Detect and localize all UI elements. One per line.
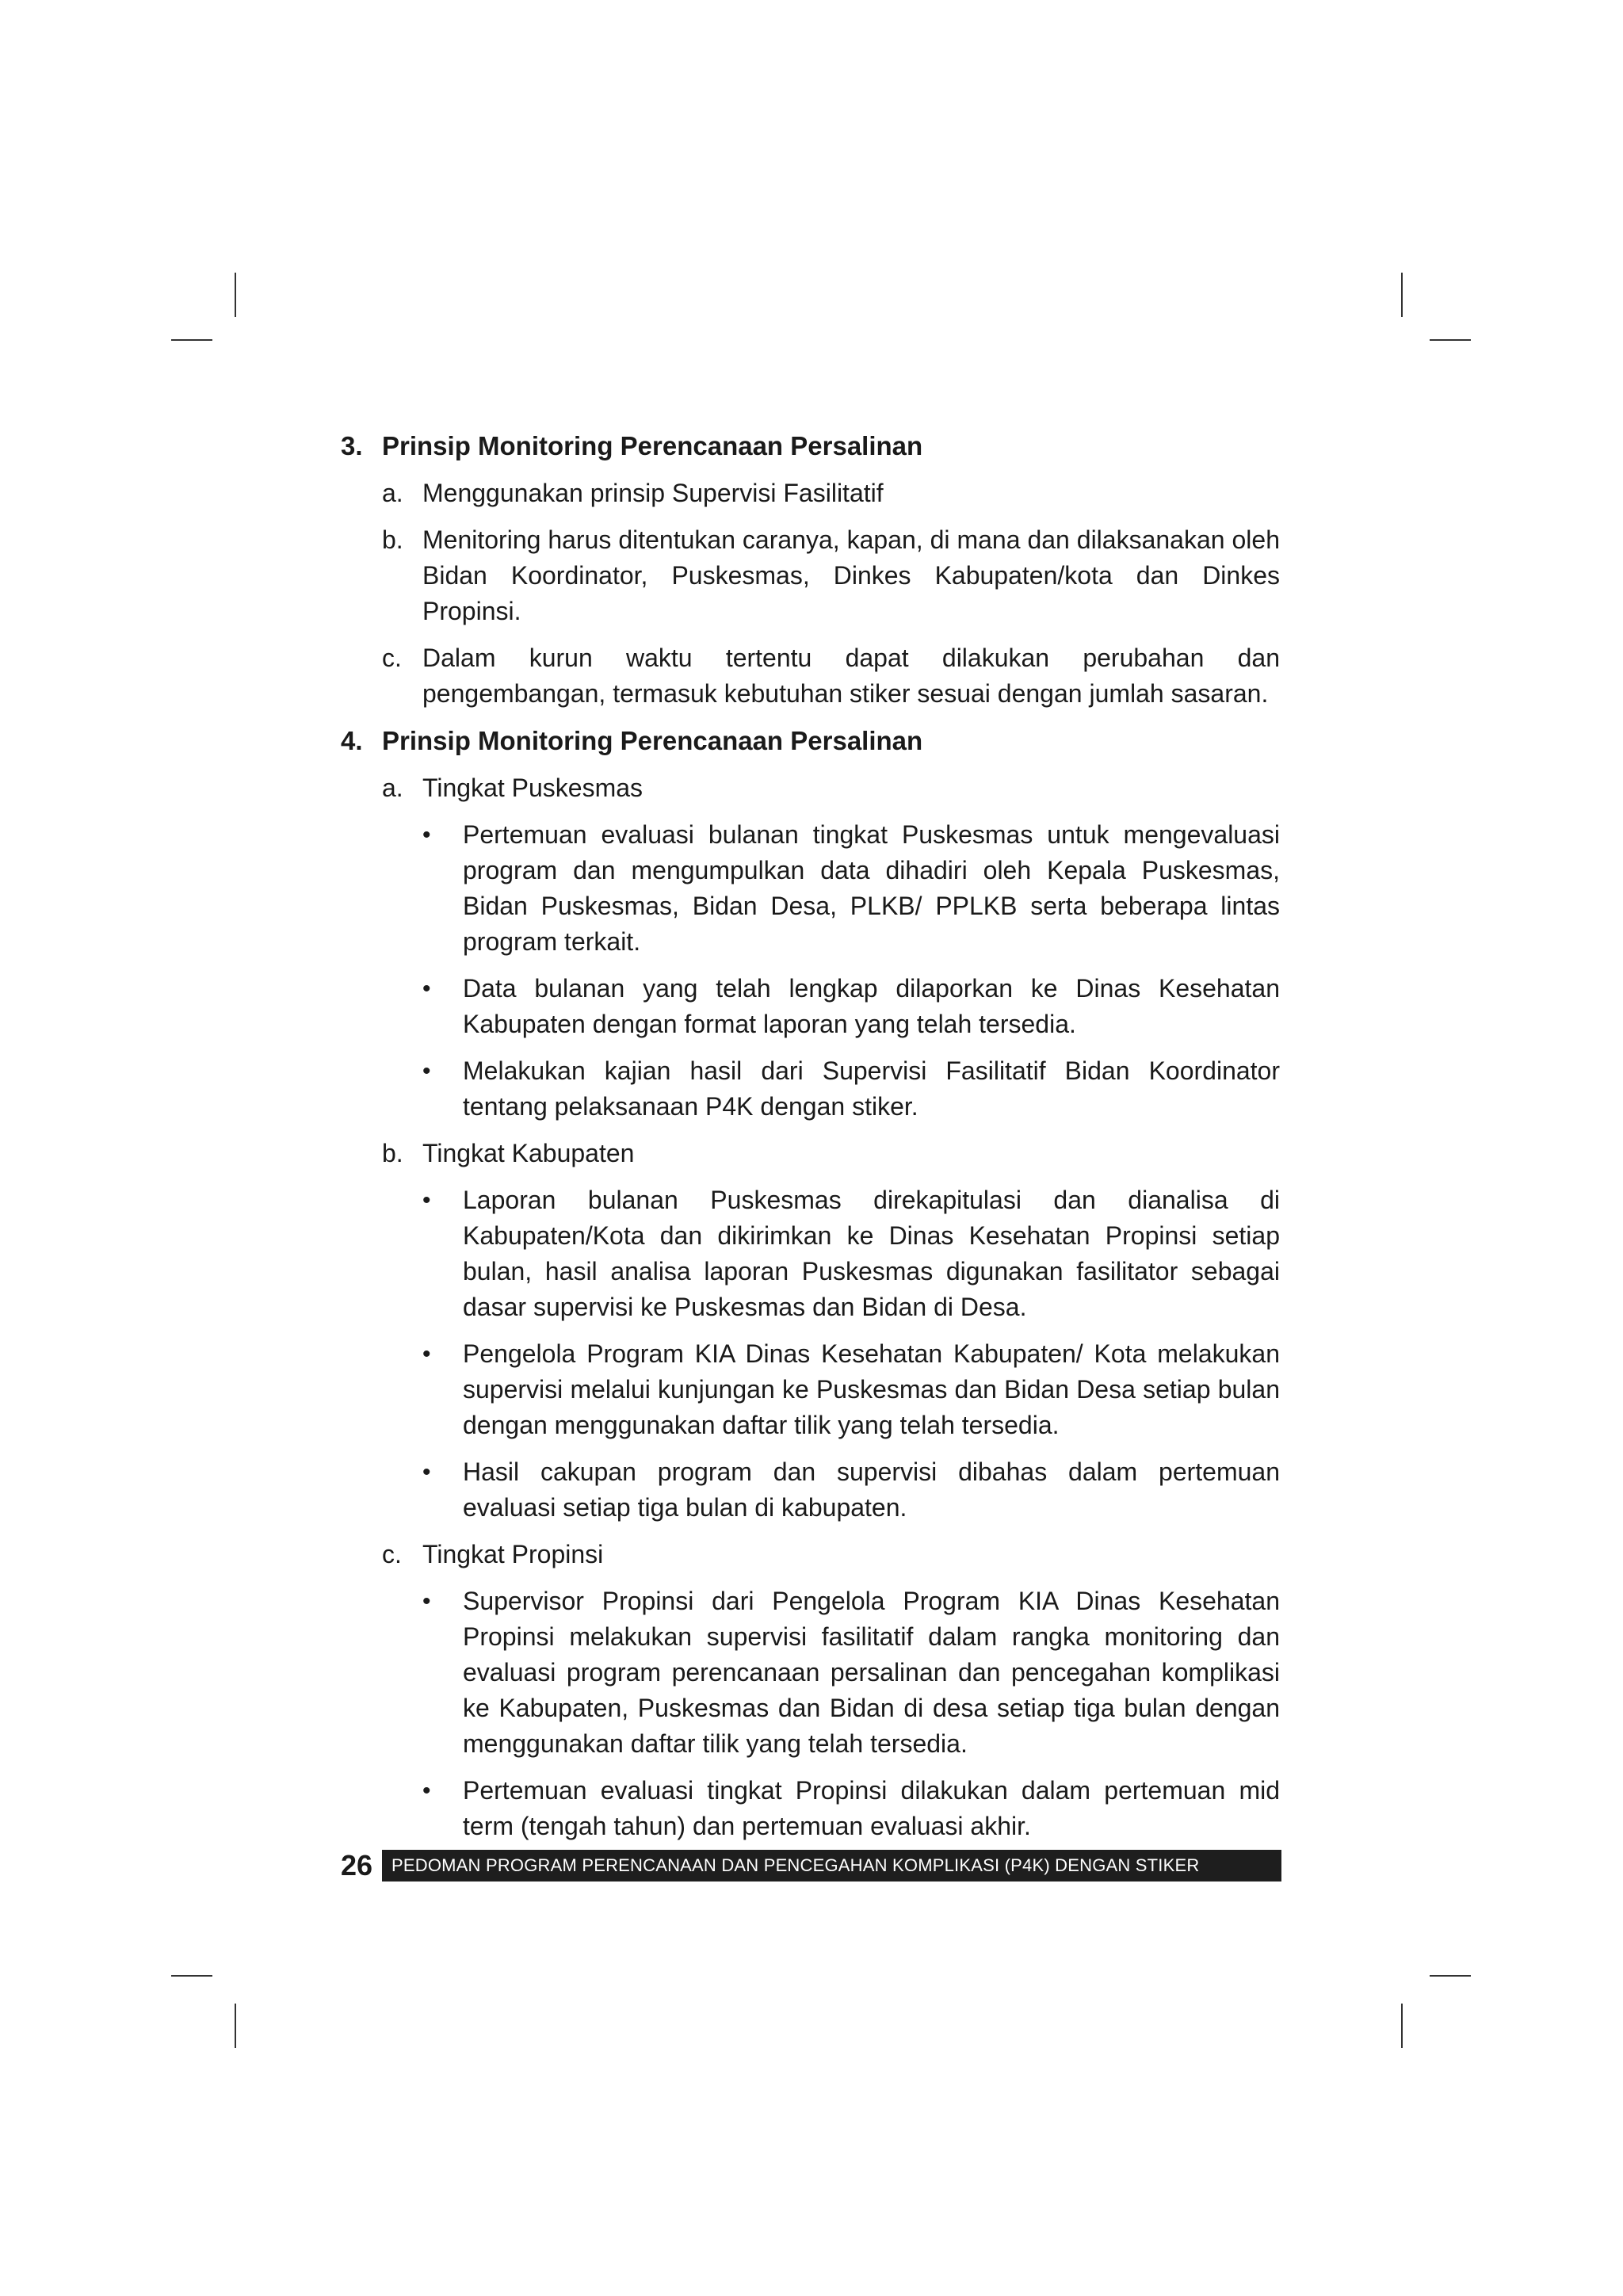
- bullet-item: [420, 1182, 1280, 1325]
- bullet-text: Hasil cakupan program dan supervisi dibahas dalam pertemuan evaluasi setiap tiga bulan di kabupaten.: [463, 1457, 1280, 1522]
- item-text: Dalam kurun waktu tertentu dapat dilakukan perubahan dan pengembangan, termasuk kebutuhan stiker sesuai dengan jumlah sasaran.: [422, 644, 1280, 708]
- crop-mark: [235, 2004, 236, 2048]
- crop-mark: [171, 339, 212, 341]
- crop-mark: [1401, 2004, 1403, 2048]
- crop-mark: [1401, 273, 1403, 317]
- section-title: Prinsip Monitoring Perencanaan Persalinan: [382, 431, 923, 460]
- item-letter: b.: [382, 1139, 403, 1167]
- bullet-icon: •: [422, 1341, 431, 1367]
- bullet-icon: •: [422, 1588, 431, 1614]
- list-item: [341, 476, 1280, 511]
- item-letter: a.: [382, 479, 403, 507]
- list-item: [341, 1537, 1280, 1572]
- item-letter: a.: [382, 774, 403, 802]
- item-text: Tingkat Propinsi: [422, 1540, 604, 1568]
- page-body: [341, 428, 1280, 1855]
- list-item: [341, 640, 1280, 712]
- list-item: [341, 522, 1280, 629]
- item-letter: c.: [382, 1540, 402, 1568]
- item-text: Tingkat Kabupaten: [422, 1139, 635, 1167]
- bullet-item: [420, 1336, 1280, 1443]
- bullet-icon: •: [422, 1058, 431, 1084]
- section-number: 3.: [341, 431, 363, 460]
- bullet-text: Pengelola Program KIA Dinas Kesehatan Kabupaten/ Kota melakukan supervisi melalui kunjungan ke Puskesmas dan Bidan Desa setiap bulan dengan menggunakan daftar tilik yang telah tersedia.: [463, 1339, 1280, 1439]
- bullet-icon: •: [422, 1187, 431, 1213]
- bullet-item: [420, 1584, 1280, 1762]
- section-heading: [341, 428, 1280, 464]
- bullet-item: [420, 1454, 1280, 1526]
- page-number: 26: [341, 1849, 373, 1881]
- running-title: PEDOMAN PROGRAM PERENCANAAN DAN PENCEGAHAN KOMPLIKASI (P4K) DENGAN STIKER: [391, 1855, 1200, 1875]
- section-number: 4.: [341, 726, 363, 755]
- bullet-text: Supervisor Propinsi dari Pengelola Program KIA Dinas Kesehatan Propinsi melakukan supervisi fasilitatif dalam rangka monitoring dan evaluasi program perencanaan persalinan dan pencegahan komplikasi ke Kabupaten, Puskesmas dan Bidan di desa setiap tiga bulan dengan menggunakan daftar tilik yang telah tersedia.: [463, 1587, 1280, 1758]
- crop-mark: [235, 273, 236, 317]
- section-4: [341, 723, 1280, 1844]
- item-text: Tingkat Puskesmas: [422, 774, 643, 802]
- item-text: Menggunakan prinsip Supervisi Fasilitatif: [422, 479, 884, 507]
- list-item: [341, 1136, 1280, 1171]
- bullet-list: [341, 817, 1280, 1125]
- bullet-list: [341, 1182, 1280, 1526]
- bullet-icon: •: [422, 1778, 431, 1804]
- running-title-bar: [382, 1850, 1281, 1881]
- crop-mark: [171, 1975, 212, 1977]
- crop-mark: [1430, 1975, 1471, 1977]
- bullet-text: Pertemuan evaluasi tingkat Propinsi dilakukan dalam pertemuan mid term (tengah tahun) dan pertemuan evaluasi akhir.: [463, 1776, 1280, 1840]
- section-3: [341, 428, 1280, 712]
- bullet-item: [420, 1773, 1280, 1844]
- bullet-item: [420, 817, 1280, 960]
- bullet-text: Laporan bulanan Puskesmas direkapitulasi dan dianalisa di Kabupaten/Kota dan dikirimkan ke Dinas Kesehatan Propinsi setiap bulan, hasil analisa laporan Puskesmas digunakan fasilitator sebagai dasar supervisi ke Puskesmas dan Bidan di Desa.: [463, 1186, 1280, 1321]
- bullet-item: [420, 1053, 1280, 1125]
- bullet-icon: •: [422, 822, 431, 848]
- bullet-icon: •: [422, 976, 431, 1002]
- list-item: [341, 770, 1280, 806]
- item-letter: b.: [382, 525, 403, 554]
- section-title: Prinsip Monitoring Perencanaan Persalinan: [382, 726, 923, 755]
- page-footer: [341, 1848, 1281, 1883]
- item-text: Menitoring harus ditentukan caranya, kapan, di mana dan dilaksanakan oleh Bidan Koordinator, Puskesmas, Dinkes Kabupaten/kota dan Dinkes Propinsi.: [422, 525, 1280, 625]
- item-letter: c.: [382, 644, 402, 672]
- section-heading: [341, 723, 1280, 759]
- bullet-text: Pertemuan evaluasi bulanan tingkat Puskesmas untuk mengevaluasi program dan mengumpulkan data dihadiri oleh Kepala Puskesmas, Bidan Puskesmas, Bidan Desa, PLKB/ PPLKB serta beberapa lintas program terkait.: [463, 820, 1280, 956]
- crop-mark: [1430, 339, 1471, 341]
- bullet-icon: •: [422, 1459, 431, 1485]
- bullet-text: Melakukan kajian hasil dari Supervisi Fasilitatif Bidan Koordinator tentang pelaksanaan P4K dengan stiker.: [463, 1056, 1280, 1121]
- bullet-text: Data bulanan yang telah lengkap dilaporkan ke Dinas Kesehatan Kabupaten dengan format laporan yang telah tersedia.: [463, 974, 1280, 1038]
- bullet-item: [420, 971, 1280, 1042]
- bullet-list: [341, 1584, 1280, 1844]
